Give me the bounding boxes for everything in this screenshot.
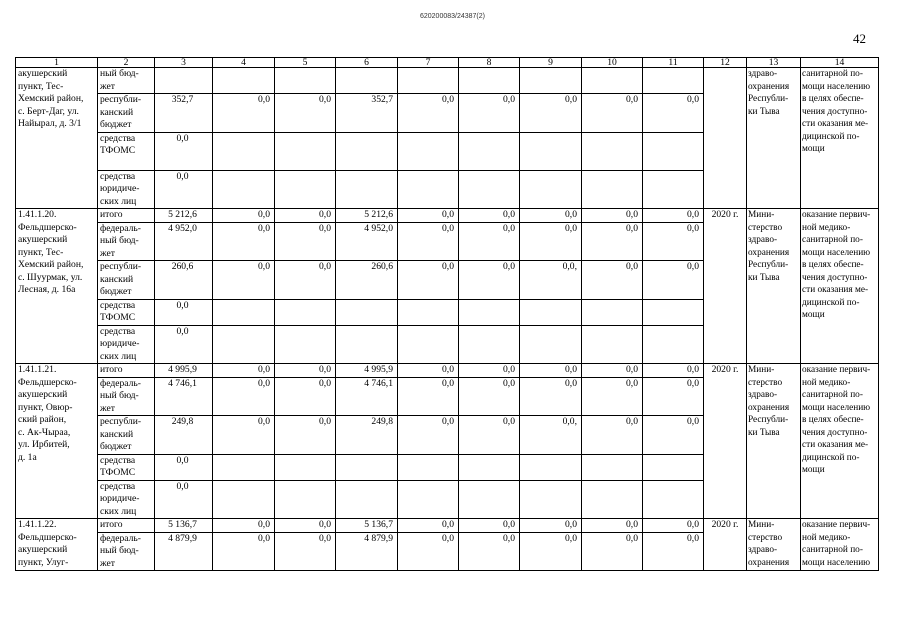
amount-cell: 249,8 <box>155 416 213 455</box>
amount-cell: 0,0, <box>520 416 582 455</box>
amount-cell <box>643 299 704 325</box>
amount-cell: 0,0 <box>582 416 643 455</box>
amount-cell: 0,0 <box>398 261 459 300</box>
amount-cell: 0,0 <box>213 519 275 533</box>
funding-source-cell: федераль- ный бюд- жет <box>98 532 155 571</box>
amount-cell: 0,0 <box>275 261 336 300</box>
amount-cell <box>520 68 582 94</box>
amount-cell: 0,0 <box>275 364 336 378</box>
amount-cell <box>398 132 459 170</box>
amount-cell: 0,0 <box>275 416 336 455</box>
object-name-cell: 1.41.1.22. Фельдшерско- акушерский пункт, Улуг- <box>16 519 98 571</box>
funding-source-cell: итого <box>98 209 155 223</box>
amount-cell <box>459 299 520 325</box>
amount-cell: 0,0 <box>643 261 704 300</box>
funding-source-cell: итого <box>98 364 155 378</box>
amount-cell <box>275 480 336 519</box>
amount-cell <box>582 454 643 480</box>
table-row <box>16 519 879 533</box>
amount-cell: 0,0 <box>459 261 520 300</box>
amount-cell: 0,0 <box>643 532 704 571</box>
amount-cell <box>398 480 459 519</box>
funding-source-cell: средства ТФОМС <box>98 132 155 170</box>
amount-cell: 0,0 <box>459 222 520 261</box>
amount-cell: 4 995,9 <box>336 364 398 378</box>
amount-cell <box>643 68 704 94</box>
amount-cell: 5 212,6 <box>155 209 213 223</box>
budget-table <box>15 57 879 571</box>
amount-cell: 0,0 <box>582 261 643 300</box>
funding-source-cell: итого <box>98 519 155 533</box>
funding-source-cell: федераль- ный бюд- жет <box>98 377 155 416</box>
amount-cell <box>643 480 704 519</box>
year-cell <box>704 68 747 209</box>
amount-cell <box>398 454 459 480</box>
amount-cell <box>213 480 275 519</box>
amount-cell <box>520 170 582 209</box>
column-number-row <box>16 58 879 68</box>
amount-cell <box>275 132 336 170</box>
amount-cell <box>213 325 275 364</box>
agency-cell: Мини- стерство здраво- охранения Республи- ки Тыва <box>747 209 801 364</box>
amount-cell: 0,0 <box>459 209 520 223</box>
year-cell: 2020 г. <box>704 209 747 364</box>
amount-cell: 0,0 <box>155 454 213 480</box>
amount-cell <box>213 170 275 209</box>
amount-cell <box>275 68 336 94</box>
amount-cell: 0,0 <box>520 377 582 416</box>
amount-cell: 0,0 <box>398 416 459 455</box>
amount-cell: 0,0 <box>520 519 582 533</box>
amount-cell <box>582 68 643 94</box>
amount-cell: 0,0 <box>643 416 704 455</box>
amount-cell <box>336 454 398 480</box>
amount-cell: 5 212,6 <box>336 209 398 223</box>
funding-source-cell: ный бюд- жет <box>98 68 155 94</box>
column-number: 13 <box>747 58 801 68</box>
year-cell: 2020 г. <box>704 364 747 519</box>
purpose-cell: оказание первич- ной медико- санитарной по- мощи населению в целях обеспе- чения доступно- сти оказания ме- дицинской по- мощи <box>801 209 879 364</box>
object-name-cell: акушерский пункт, Тес- Хемский район, с. Берт-Даг, ул. Найырал, д. 3/1 <box>16 68 98 209</box>
amount-cell <box>213 454 275 480</box>
amount-cell <box>643 454 704 480</box>
amount-cell <box>275 454 336 480</box>
amount-cell: 0,0 <box>275 222 336 261</box>
column-number: 3 <box>155 58 213 68</box>
amount-cell <box>520 132 582 170</box>
amount-cell: 0,0 <box>643 94 704 133</box>
amount-cell <box>275 325 336 364</box>
amount-cell: 0,0 <box>398 532 459 571</box>
column-number: 7 <box>398 58 459 68</box>
amount-cell <box>582 132 643 170</box>
amount-cell: 0,0 <box>398 364 459 378</box>
amount-cell <box>213 299 275 325</box>
column-number: 4 <box>213 58 275 68</box>
amount-cell <box>336 299 398 325</box>
column-number: 9 <box>520 58 582 68</box>
amount-cell <box>459 454 520 480</box>
amount-cell <box>582 299 643 325</box>
amount-cell: 0,0 <box>213 94 275 133</box>
amount-cell: 0,0 <box>275 377 336 416</box>
amount-cell: 0,0 <box>643 377 704 416</box>
funding-source-cell: республи- канский бюджет <box>98 94 155 133</box>
agency-cell: Мини- стерство здраво- охранения Республи- ки Тыва <box>747 364 801 519</box>
amount-cell: 0,0 <box>582 532 643 571</box>
column-number: 12 <box>704 58 747 68</box>
amount-cell <box>336 480 398 519</box>
column-number: 10 <box>582 58 643 68</box>
column-number: 1 <box>16 58 98 68</box>
funding-source-cell: средства ТФОМС <box>98 299 155 325</box>
amount-cell: 0,0 <box>643 364 704 378</box>
funding-source-cell: средства юридиче- ских лиц <box>98 480 155 519</box>
amount-cell: 0,0 <box>643 222 704 261</box>
amount-cell: 0,0 <box>520 222 582 261</box>
amount-cell: 0,0 <box>643 209 704 223</box>
column-number: 11 <box>643 58 704 68</box>
amount-cell: 0,0 <box>520 94 582 133</box>
amount-cell: 5 136,7 <box>336 519 398 533</box>
agency-cell: Мини- стерство здраво- охранения <box>747 519 801 571</box>
amount-cell: 0,0 <box>582 209 643 223</box>
table-row <box>16 68 879 94</box>
amount-cell: 5 136,7 <box>155 519 213 533</box>
year-cell: 2020 г. <box>704 519 747 571</box>
amount-cell <box>398 325 459 364</box>
amount-cell <box>336 132 398 170</box>
column-number: 5 <box>275 58 336 68</box>
column-number: 6 <box>336 58 398 68</box>
amount-cell <box>582 480 643 519</box>
amount-cell: 0,0 <box>643 519 704 533</box>
amount-cell: 0,0 <box>213 209 275 223</box>
amount-cell <box>459 170 520 209</box>
amount-cell: 0,0 <box>520 209 582 223</box>
purpose-cell: оказание первич- ной медико- санитарной по- мощи населению <box>801 519 879 571</box>
column-number: 14 <box>801 58 879 68</box>
amount-cell <box>398 68 459 94</box>
funding-source-cell: республи- канский бюджет <box>98 416 155 455</box>
amount-cell: 0,0 <box>582 222 643 261</box>
amount-cell <box>213 132 275 170</box>
amount-cell: 0,0 <box>582 519 643 533</box>
amount-cell: 4 879,9 <box>155 532 213 571</box>
amount-cell <box>459 68 520 94</box>
amount-cell <box>582 325 643 364</box>
amount-cell: 0,0 <box>459 519 520 533</box>
amount-cell <box>275 299 336 325</box>
amount-cell: 0,0 <box>213 377 275 416</box>
amount-cell: 0,0 <box>275 209 336 223</box>
amount-cell <box>520 480 582 519</box>
amount-cell: 0,0 <box>582 94 643 133</box>
amount-cell: 0,0 <box>275 532 336 571</box>
amount-cell: 0,0 <box>459 532 520 571</box>
amount-cell: 352,7 <box>336 94 398 133</box>
page-number: 42 <box>853 31 866 46</box>
funding-source-cell: федераль- ный бюд- жет <box>98 222 155 261</box>
column-number: 2 <box>98 58 155 68</box>
amount-cell: 0,0 <box>213 532 275 571</box>
amount-cell: 0,0 <box>398 209 459 223</box>
amount-cell: 0,0 <box>155 170 213 209</box>
amount-cell: 4 746,1 <box>155 377 213 416</box>
table-row <box>16 364 879 378</box>
amount-cell: 260,6 <box>155 261 213 300</box>
amount-cell <box>336 68 398 94</box>
amount-cell <box>520 299 582 325</box>
amount-cell <box>275 170 336 209</box>
funding-source-cell: средства ТФОМС <box>98 454 155 480</box>
amount-cell <box>213 68 275 94</box>
amount-cell: 4 879,9 <box>336 532 398 571</box>
amount-cell: 0,0 <box>213 364 275 378</box>
amount-cell <box>643 170 704 209</box>
amount-cell: 249,8 <box>336 416 398 455</box>
amount-cell: 4 995,9 <box>155 364 213 378</box>
amount-cell: 352,7 <box>155 94 213 133</box>
amount-cell: 0,0 <box>520 532 582 571</box>
amount-cell: 0,0 <box>582 377 643 416</box>
amount-cell: 0,0 <box>155 480 213 519</box>
amount-cell: 0,0 <box>459 377 520 416</box>
amount-cell: 0,0 <box>459 94 520 133</box>
amount-cell: 0,0 <box>213 261 275 300</box>
column-number: 8 <box>459 58 520 68</box>
amount-cell: 0,0 <box>155 325 213 364</box>
amount-cell <box>336 170 398 209</box>
amount-cell: 0,0 <box>582 364 643 378</box>
amount-cell: 0,0 <box>398 377 459 416</box>
table-row <box>16 209 879 223</box>
funding-source-cell: средства юридиче- ских лиц <box>98 325 155 364</box>
agency-cell: здраво- охранения Республи- ки Тыва <box>747 68 801 209</box>
amount-cell: 4 952,0 <box>336 222 398 261</box>
amount-cell <box>398 299 459 325</box>
amount-cell: 0,0 <box>155 299 213 325</box>
amount-cell: 0,0 <box>520 364 582 378</box>
amount-cell: 0,0 <box>398 222 459 261</box>
amount-cell <box>459 132 520 170</box>
amount-cell <box>643 132 704 170</box>
amount-cell: 0,0 <box>213 416 275 455</box>
amount-cell: 0,0, <box>520 261 582 300</box>
object-name-cell: 1.41.1.20. Фельдшерско- акушерский пункт, Тес- Хемский район, с. Шуурмак, ул. Лесная, д. 16а <box>16 209 98 364</box>
amount-cell <box>520 325 582 364</box>
amount-cell: 0,0 <box>275 94 336 133</box>
amount-cell <box>520 454 582 480</box>
amount-cell <box>459 325 520 364</box>
amount-cell: 0,0 <box>213 222 275 261</box>
amount-cell: 0,0 <box>275 519 336 533</box>
purpose-cell: оказание первич- ной медико- санитарной по- мощи населению в целях обеспе- чения доступно- сти оказания ме- дицинской по- мощи <box>801 364 879 519</box>
amount-cell: 0,0 <box>398 519 459 533</box>
amount-cell: 4 746,1 <box>336 377 398 416</box>
amount-cell <box>643 325 704 364</box>
amount-cell <box>398 170 459 209</box>
amount-cell: 0,0 <box>398 94 459 133</box>
amount-cell: 260,6 <box>336 261 398 300</box>
amount-cell <box>336 325 398 364</box>
funding-source-cell: республи- канский бюджет <box>98 261 155 300</box>
funding-source-cell: средства юридиче- ских лиц <box>98 170 155 209</box>
amount-cell: 4 952,0 <box>155 222 213 261</box>
purpose-cell: санитарной по- мощи населению в целях обеспе- чения доступно- сти оказания ме- дицинской по- мощи <box>801 68 879 209</box>
amount-cell: 0,0 <box>155 132 213 170</box>
object-name-cell: 1.41.1.21. Фельдшерско- акушерский пункт, Овюр- ский район, с. Ак-Чыраа, ул. Ирбитей, д. 1а <box>16 364 98 519</box>
amount-cell: 0,0 <box>459 364 520 378</box>
amount-cell <box>582 170 643 209</box>
amount-cell <box>459 480 520 519</box>
amount-cell: 0,0 <box>459 416 520 455</box>
document-id: 620200083/24387(2) <box>419 13 485 20</box>
amount-cell <box>155 68 213 94</box>
